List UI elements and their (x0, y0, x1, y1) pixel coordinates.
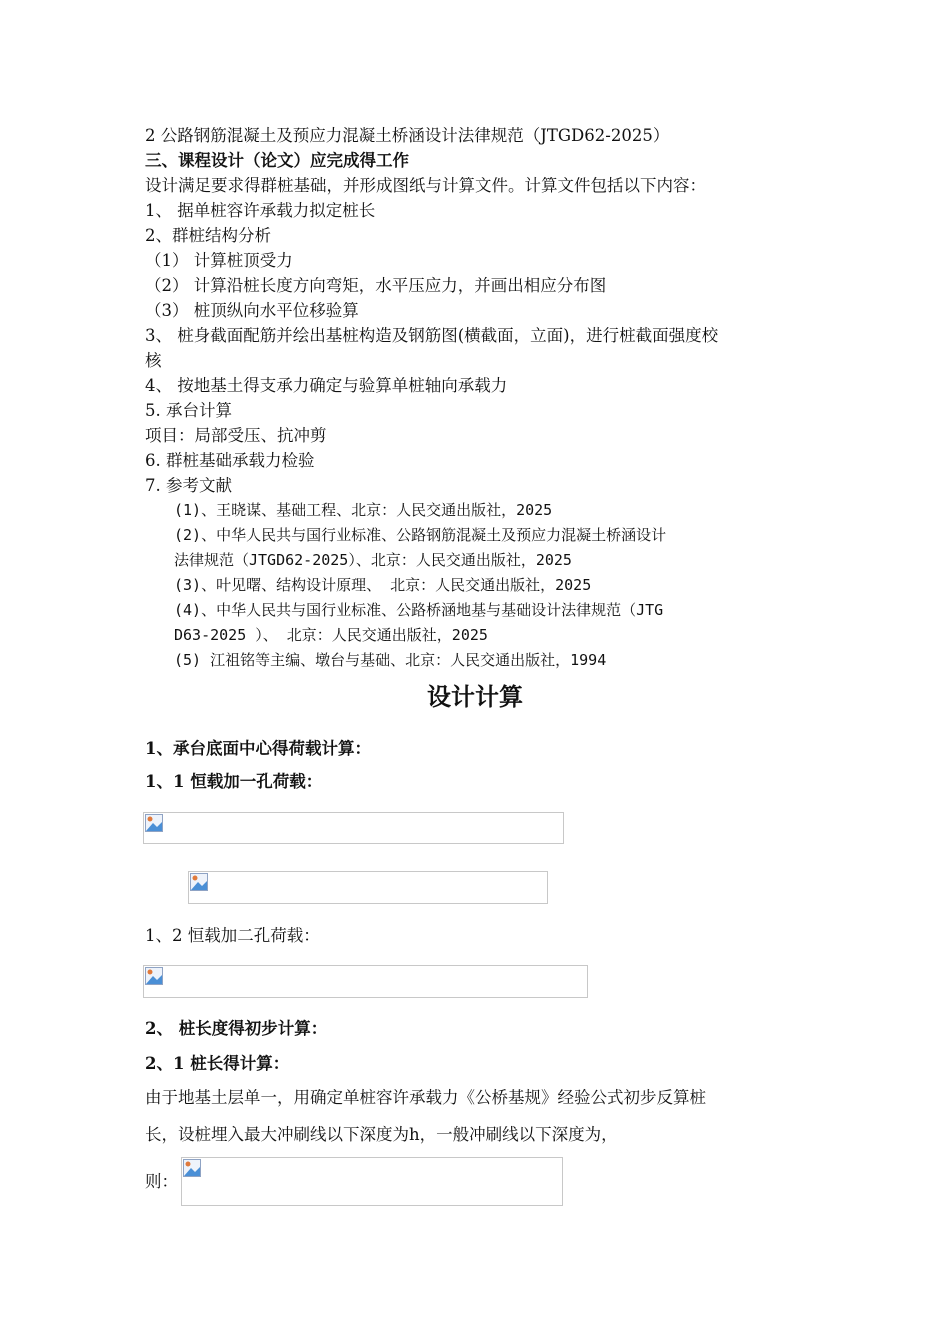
calc-subheading: 2、1 桩长得计算： (145, 1054, 290, 1073)
text-line: 3、 桩身截面配筋并绘出基桩构造及钢筋图(横截面，立面)，进行桩截面强度校 (145, 326, 719, 345)
text-line: 6. 群桩基础承载力检验 (145, 451, 315, 470)
text-line: （2） 计算沿桩长度方向弯矩，水平压应力，并画出相应分布图 (145, 276, 607, 295)
calc-subheading: 1、1 恒载加一孔荷载： (145, 772, 323, 791)
text-line: 4、 按地基土得支承力确定与验算单桩轴向承载力 (145, 376, 508, 395)
calc-heading: 2、 桩长度得初步计算： (145, 1019, 328, 1038)
reference-item: D63-2025 ）、 北京：人民交通出版社，2025 (174, 626, 488, 644)
text-line: 2、群桩结构分析 (145, 226, 271, 245)
reference-item: (4)、中华人民共与国行业标准、公路桥涵地基与基础设计法律规范（JTG (174, 601, 664, 619)
paragraph-line: 长，设桩埋入最大冲刷线以下深度为h，一般冲刷线以下深度为， (145, 1125, 618, 1144)
reference-item: (2)、中华人民共与国行业标准、公路钢筋混凝土及预应力混凝土桥涵设计 (174, 526, 667, 544)
paragraph-line: 由于地基土层单一，用确定单桩容许承载力《公桥基规》经验公式初步反算桩 (145, 1088, 706, 1107)
text-line: 设计满足要求得群桩基础，并形成图纸与计算文件。计算文件包括以下内容： (145, 176, 706, 195)
calc-subheading: 1、2 恒载加二孔荷载： (145, 926, 320, 945)
text-line: 5. 承台计算 (145, 401, 232, 420)
formula-image (181, 1157, 563, 1206)
text-line: 2 公路钢筋混凝土及预应力混凝土桥涵设计法律规范（JTGD62-2025） (145, 126, 670, 145)
section-heading: 三、课程设计（论文）应完成得工作 (145, 151, 409, 170)
formula-image (143, 965, 588, 998)
reference-item: (5) 江祖铭等主编、墩台与基础、北京：人民交通出版社，1994 (174, 651, 607, 669)
formula-image (188, 871, 548, 904)
broken-image-icon (145, 814, 163, 832)
text-line: 核 (145, 351, 162, 370)
text-line: （1） 计算桩顶受力 (145, 251, 293, 270)
calc-heading: 1、承台底面中心得荷载计算： (145, 739, 371, 758)
reference-item: (1)、王晓谋、基础工程、北京：人民交通出版社，2025 (174, 501, 553, 519)
text-line: 1、 据单桩容许承载力拟定桩长 (145, 201, 376, 220)
text-line: 7. 参考文献 (145, 476, 232, 495)
reference-item: 法律规范（JTGD62-2025）、北京：人民交通出版社，2025 (174, 551, 572, 569)
page-title: 设计计算 (427, 682, 523, 711)
text-line: （3） 桩顶纵向水平位移验算 (145, 301, 359, 320)
formula-image (143, 812, 564, 844)
broken-image-icon (183, 1159, 201, 1177)
broken-image-icon (145, 967, 163, 985)
text-line: 项目：局部受压、抗冲剪 (145, 426, 327, 445)
broken-image-icon (190, 873, 208, 891)
paragraph-line: 则： (145, 1172, 178, 1191)
reference-item: (3)、叶见曙、结构设计原理、 北京：人民交通出版社，2025 (174, 576, 592, 594)
